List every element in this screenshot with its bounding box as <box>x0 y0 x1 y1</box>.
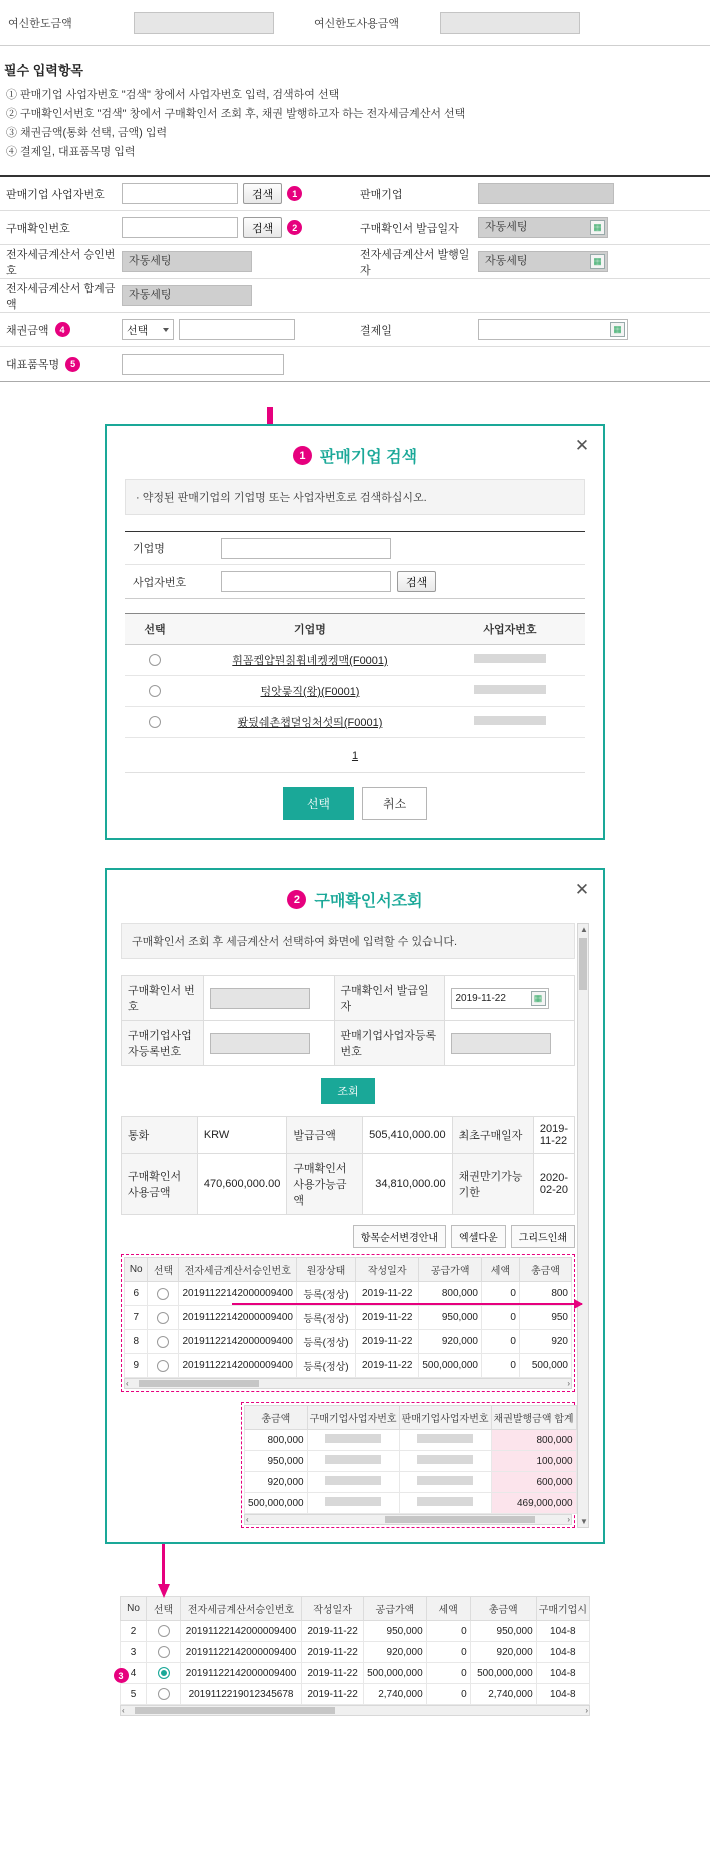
credit-limit-input[interactable] <box>134 12 274 34</box>
cell-buyer: 104-8 <box>536 1621 589 1642</box>
cell-approval-no: 20191122142000009400 <box>181 1663 302 1684</box>
cell-bond-total: 600,000 <box>491 1472 576 1493</box>
label-purchase-no: 구매확인서 번호 <box>122 976 204 1021</box>
cell-approval-no: 20191122142000009400 <box>179 1306 297 1330</box>
table-row[interactable] <box>245 1451 577 1472</box>
label-seller-biz-no: 판매기업 사업자번호 <box>6 188 105 201</box>
item-name-input[interactable] <box>122 354 284 375</box>
cell-select[interactable] <box>148 1330 179 1354</box>
search-row <box>122 1021 575 1066</box>
cell-bond-total: 100,000 <box>491 1451 576 1472</box>
cell-select[interactable] <box>148 1282 179 1306</box>
seller-biz-no-input-cell[interactable] <box>444 1021 575 1066</box>
scroll-right-icon[interactable]: › <box>585 1706 588 1715</box>
inquiry-button[interactable]: 조회 <box>321 1078 374 1104</box>
cell-total: 920,000 <box>470 1642 536 1663</box>
purchase-search-button[interactable]: 검색 <box>243 217 282 238</box>
row-radio-cell[interactable] <box>125 707 185 738</box>
seller-search-modal <box>105 424 605 840</box>
table-row[interactable] <box>125 676 585 707</box>
cell-tax: 0 <box>426 1621 470 1642</box>
calendar-icon[interactable]: ▦ <box>531 991 546 1006</box>
biz-no-input[interactable] <box>221 571 391 592</box>
col-total: 총금액 <box>519 1258 571 1282</box>
cell-bond-total: 800,000 <box>491 1430 576 1451</box>
cell-write-date: 2019-11-22 <box>302 1621 364 1642</box>
form-row-tax-total <box>0 279 710 313</box>
cell-no: 2 <box>121 1621 147 1642</box>
cell-bond-total: 469,000,000 <box>491 1493 576 1514</box>
flow-arrow-down-icon <box>158 1544 172 1600</box>
cell-total: 500,000,000 <box>245 1493 308 1514</box>
form-row-item-name <box>0 347 710 381</box>
cell-tax: 0 <box>481 1282 519 1306</box>
purchase-search-fields <box>121 975 575 1066</box>
payment-date-input[interactable] <box>478 319 628 340</box>
label-tax-approval-no: 전자세금계산서 승인번호 <box>6 248 116 277</box>
info-key-currency: 통화 <box>122 1117 198 1154</box>
cell-supply: 950,000 <box>419 1306 482 1330</box>
col-total: 총금액 <box>470 1597 536 1621</box>
cell-approval-no: 20191122142000009400 <box>179 1282 297 1306</box>
search-row <box>122 976 575 1021</box>
cell-select[interactable] <box>147 1621 181 1642</box>
cell-write-date: 2019-11-22 <box>356 1306 419 1330</box>
row-radio[interactable] <box>149 716 161 728</box>
scroll-left-icon[interactable]: ‹ <box>122 1706 125 1715</box>
cell-select[interactable] <box>118 1663 181 1684</box>
row-radio-cell[interactable] <box>125 676 185 707</box>
row-company-name[interactable]: 휘꼼켑얍뭔칡휩녜켕켕맥(F0001) <box>185 645 435 676</box>
cell-tax: 0 <box>426 1642 470 1663</box>
calendar-icon[interactable]: ▦ <box>590 254 605 269</box>
step-badge-1: 1 <box>293 446 312 465</box>
col-no: No <box>125 1258 148 1282</box>
purchase-no-input[interactable] <box>122 217 238 238</box>
info-val-issue-amount: 505,410,000.00 <box>363 1117 452 1154</box>
label-payment-date: 결제일 <box>360 324 392 337</box>
col-write-date: 작성일자 <box>302 1597 364 1621</box>
cell-supply: 2,740,000 <box>364 1684 427 1705</box>
info-row <box>122 1117 575 1154</box>
table-row[interactable] <box>121 1684 590 1705</box>
cell-seller-biz-no <box>399 1430 491 1451</box>
cell-buyer: 104-8 <box>536 1663 589 1684</box>
cell-total: 920 <box>519 1330 571 1354</box>
row-radio-cell[interactable] <box>125 645 185 676</box>
cell-status: 등록(정상) <box>296 1306 355 1330</box>
cell-no: 7 <box>125 1306 148 1330</box>
col-biz-no: 사업자번호 <box>435 614 585 645</box>
col-tax: 세액 <box>481 1258 519 1282</box>
col-status: 원장상태 <box>296 1258 355 1282</box>
field-company-name <box>125 532 585 565</box>
credit-used-input[interactable] <box>440 12 580 34</box>
bond-amount-input[interactable] <box>179 319 295 340</box>
column-order-help-button[interactable]: 항목순서변경안내 <box>353 1225 446 1248</box>
credit-limit-field <box>4 12 274 34</box>
cell-select[interactable] <box>147 1684 181 1705</box>
modal-vertical-scrollbar[interactable] <box>577 923 589 1528</box>
bond-amount-grid-highlight <box>241 1402 575 1528</box>
label-purchase-issue-date: 구매확인서 발급일자 <box>360 222 459 235</box>
cell-select[interactable] <box>148 1354 179 1378</box>
col-approval-no: 전자세금계산서승인번호 <box>181 1597 302 1621</box>
cell-status: 등록(정상) <box>296 1354 355 1378</box>
info-val-currency: KRW <box>197 1117 286 1154</box>
row-biz-no <box>435 707 585 738</box>
cell-approval-no: 2019112219012345678 <box>181 1684 302 1705</box>
label-bond-amount-text: 채권금액 <box>6 324 49 337</box>
cell-tax: 0 <box>426 1684 470 1705</box>
cell-total: 950,000 <box>245 1451 308 1472</box>
col-supply: 공급가액 <box>419 1258 482 1282</box>
row-company-name[interactable]: 퐜딌쉐촌챕뎔잉처섯띄(F0001) <box>185 707 435 738</box>
info-val-available-amount: 34,810,000.00 <box>363 1154 452 1215</box>
credit-limit-label: 여신한도금액 <box>8 17 72 30</box>
cell-write-date: 2019-11-22 <box>356 1282 419 1306</box>
grid-toolbar <box>121 1225 575 1248</box>
cell-total: 2,740,000 <box>470 1684 536 1705</box>
purchase-confirm-modal <box>105 868 605 1544</box>
page-title: 필수 입력항목 <box>4 63 83 78</box>
seller-result-table <box>125 613 585 738</box>
info-key-used-amount: 구매확인서 사용금액 <box>122 1154 198 1215</box>
seller-modal-notice: · 약정된 판매기업의 기업명 또는 사업자번호로 검색하십시오. <box>125 479 585 515</box>
col-company-name: 기업명 <box>185 614 435 645</box>
cell-write-date: 2019-11-22 <box>356 1330 419 1354</box>
col-select: 선택 <box>148 1258 179 1282</box>
cell-write-date: 2019-11-22 <box>356 1354 419 1378</box>
tax-invoice-grid <box>124 1257 572 1378</box>
cell-total: 920,000 <box>245 1472 308 1493</box>
table-row[interactable] <box>125 1330 572 1354</box>
bond-amount-grid <box>244 1405 577 1514</box>
credit-used-field <box>310 12 580 34</box>
biz-no-search-button[interactable]: 검색 <box>397 571 436 592</box>
currency-select-value: 선택 <box>127 324 149 337</box>
cell-write-date: 2019-11-22 <box>302 1663 364 1684</box>
label-company-name: 기업명 <box>133 543 165 555</box>
step-badge-2: 2 <box>287 220 302 235</box>
cell-tax: 0 <box>426 1663 470 1684</box>
col-select: 선택 <box>147 1597 181 1621</box>
table-row[interactable] <box>125 645 585 676</box>
table-row[interactable] <box>125 1282 572 1306</box>
row-radio[interactable] <box>157 1360 169 1372</box>
info-key-bond-due: 채권만기가능기한 <box>452 1154 533 1215</box>
cell-approval-no: 20191122142000009400 <box>179 1330 297 1354</box>
cell-supply: 800,000 <box>419 1282 482 1306</box>
cell-write-date: 2019-11-22 <box>302 1642 364 1663</box>
cell-total: 500,000 <box>519 1354 571 1378</box>
cell-select[interactable] <box>147 1642 181 1663</box>
cell-write-date: 2019-11-22 <box>302 1684 364 1705</box>
cell-seller-biz-no <box>399 1472 491 1493</box>
row-radio[interactable] <box>158 1646 170 1658</box>
row-radio[interactable] <box>149 685 161 697</box>
row-company-name[interactable]: 텅앗뤃직(왕)(F0001) <box>185 676 435 707</box>
info-row <box>122 1154 575 1215</box>
col-total: 총금액 <box>245 1406 308 1430</box>
scroll-down-icon[interactable]: ▼ <box>580 1517 588 1526</box>
selected-tax-invoice-grid-section <box>120 1544 590 1716</box>
row-biz-no <box>435 676 585 707</box>
purchase-modal-title: 구매확인서조회 <box>314 893 423 910</box>
scroll-left-icon[interactable]: ‹ <box>126 1379 129 1388</box>
form-row-tax-approval-no <box>0 245 710 279</box>
table-row[interactable] <box>245 1472 577 1493</box>
table-row[interactable] <box>121 1621 590 1642</box>
cell-buyer: 104-8 <box>536 1684 589 1705</box>
cell-no: 8 <box>125 1330 148 1354</box>
pagination[interactable] <box>125 738 585 772</box>
label-buyer-biz-no: 구매기업사업자등록번호 <box>122 1021 204 1066</box>
cell-buyer-biz-no <box>307 1430 399 1451</box>
selected-tax-invoice-grid <box>120 1596 590 1705</box>
issue-date-value: 2019-11-22 <box>455 992 506 1004</box>
credit-used-label: 여신한도사용금액 <box>314 17 400 30</box>
tax-approval-no-input[interactable]: 자동세팅 <box>122 251 252 272</box>
cell-total: 950 <box>519 1306 571 1330</box>
purchase-modal-notice: 구매확인서 조회 후 세금계산서 선택하여 화면에 입력할 수 있습니다. <box>121 923 575 959</box>
select-button[interactable]: 선택 <box>283 787 354 820</box>
col-seller-biz-no: 판매기업사업자번호 <box>399 1406 491 1430</box>
table-header-row <box>245 1406 577 1430</box>
seller-search-fields <box>125 531 585 599</box>
grid-print-button[interactable]: 그리드인쇄 <box>511 1225 575 1248</box>
field-biz-no <box>125 565 585 598</box>
cell-approval-no: 20191122142000009400 <box>181 1621 302 1642</box>
cell-seller-biz-no <box>399 1451 491 1472</box>
info-key-issue-amount: 발급금액 <box>287 1117 363 1154</box>
close-icon[interactable]: ✕ <box>574 880 590 899</box>
cell-buyer: 104-8 <box>536 1642 589 1663</box>
guide-list <box>0 87 710 161</box>
table-header-row <box>121 1597 590 1621</box>
guide-item: ② 구매확인서번호 "검색" 창에서 구매확인서 조회 후, 채권 발행하고자 하는 전자세금계산서 선택 <box>6 108 466 120</box>
currency-select[interactable] <box>122 319 174 340</box>
col-buyer-biz-no: 구매기업사업자번호 <box>307 1406 399 1430</box>
step-badge-1: 1 <box>287 186 302 201</box>
tax-total-input[interactable]: 자동세팅 <box>122 285 252 306</box>
credit-limit-bar <box>0 0 710 46</box>
table-header-row <box>125 1258 572 1282</box>
cell-tax: 0 <box>481 1306 519 1330</box>
col-approval-no: 전자세금계산서승인번호 <box>179 1258 297 1282</box>
seller-biz-no-input[interactable] <box>122 183 238 204</box>
guide-item: ④ 결제일, 대표품목명 입력 <box>6 146 136 158</box>
table-header-row <box>125 614 585 645</box>
label-seller-biz-no: 판매기업사업자등록번호 <box>334 1021 444 1066</box>
label-biz-no: 사업자번호 <box>133 576 187 589</box>
table-row[interactable] <box>245 1493 577 1514</box>
seller-name-input[interactable] <box>478 183 614 204</box>
cell-tax: 0 <box>481 1330 519 1354</box>
form-row-seller-biz-no <box>0 177 710 211</box>
table-row[interactable] <box>121 1663 590 1684</box>
step-badge-5: 5 <box>65 357 80 372</box>
cell-status: 등록(정상) <box>296 1282 355 1306</box>
grid-horizontal-scrollbar[interactable] <box>124 1378 572 1389</box>
form-row-bond-amount <box>0 313 710 347</box>
seller-modal-title: 판매기업 검색 <box>319 449 418 466</box>
cell-buyer-biz-no <box>307 1451 399 1472</box>
bottom-grid-horizontal-scrollbar[interactable] <box>120 1705 590 1716</box>
grid2-horizontal-scrollbar[interactable] <box>244 1514 572 1525</box>
tax-invoice-grid-highlight <box>121 1254 575 1392</box>
purchase-info-table <box>121 1116 575 1215</box>
tax-issue-date-value: 자동세팅 <box>485 255 528 267</box>
label-item-name-text: 대표품목명 <box>6 359 60 371</box>
calendar-icon[interactable]: ▦ <box>590 220 605 235</box>
cell-select[interactable] <box>148 1306 179 1330</box>
info-val-first-buy-date: 2019-11-22 <box>533 1117 574 1154</box>
row-radio[interactable] <box>157 1312 169 1324</box>
cell-supply: 920,000 <box>419 1330 482 1354</box>
row-radio[interactable] <box>158 1625 170 1637</box>
seller-search-button[interactable]: 검색 <box>243 183 282 204</box>
info-key-first-buy-date: 최초구매일자 <box>452 1117 533 1154</box>
company-name-input[interactable] <box>221 538 391 559</box>
guide-item: ① 판매기업 사업자번호 "검색" 창에서 사업자번호 입력, 검색하여 선택 <box>6 89 340 101</box>
step-badge-2: 2 <box>287 890 306 909</box>
col-tax: 세액 <box>426 1597 470 1621</box>
cancel-button[interactable]: 취소 <box>362 787 427 820</box>
purchase-issue-date-value: 자동세팅 <box>485 221 528 233</box>
col-write-date: 작성일자 <box>356 1258 419 1282</box>
cell-supply: 920,000 <box>364 1642 427 1663</box>
step-badge-3: 3 <box>114 1668 129 1683</box>
col-buyer: 구매기업시 <box>536 1597 589 1621</box>
row-radio-selected[interactable] <box>158 1667 170 1679</box>
label-seller-name: 판매기업 <box>360 188 403 201</box>
scroll-right-icon[interactable]: › <box>567 1515 570 1524</box>
guide-item: ③ 채권금액(통화 선택, 금액) 입력 <box>6 127 168 139</box>
label-issue-date: 구매확인서 발급일자 <box>334 976 444 1021</box>
cell-approval-no: 20191122142000009400 <box>179 1354 297 1378</box>
label-purchase-no: 구매확인번호 <box>6 222 70 235</box>
col-bond-total: 채권발행금액 합계 <box>491 1406 576 1430</box>
purchase-modal-header <box>107 870 603 923</box>
info-val-bond-due: 2020-02-20 <box>533 1154 574 1215</box>
cell-buyer-biz-no <box>307 1472 399 1493</box>
flow-arrow-right-icon <box>232 1303 582 1305</box>
tax-issue-date-input[interactable] <box>478 251 608 272</box>
info-key-available-amount: 구매확인서 사용가능금액 <box>287 1154 363 1215</box>
cell-no: 6 <box>125 1282 148 1306</box>
scroll-right-icon[interactable]: › <box>567 1379 570 1388</box>
label-tax-total: 전자세금계산서 합계금액 <box>6 282 116 311</box>
buyer-biz-no-input-cell[interactable] <box>204 1021 335 1066</box>
cell-tax: 0 <box>481 1354 519 1378</box>
cell-no: 4 <box>121 1663 147 1684</box>
cell-supply: 500,000,000 <box>364 1663 427 1684</box>
label-item-name <box>0 356 118 372</box>
cell-buyer-biz-no <box>307 1493 399 1514</box>
label-tax-issue-date: 전자세금계산서 발행일자 <box>360 248 470 277</box>
purchase-issue-date-input[interactable] <box>478 217 608 238</box>
row-radio[interactable] <box>149 654 161 666</box>
cell-seller-biz-no <box>399 1493 491 1514</box>
cell-total: 800,000 <box>245 1430 308 1451</box>
cell-no: 3 <box>121 1642 147 1663</box>
label-bond-amount <box>0 322 118 338</box>
close-icon[interactable]: ✕ <box>574 436 590 455</box>
table-row[interactable] <box>121 1642 590 1663</box>
scroll-left-icon[interactable]: ‹ <box>246 1515 249 1524</box>
seller-modal-buttons <box>125 772 585 820</box>
cell-approval-no: 20191122142000009400 <box>181 1642 302 1663</box>
table-row[interactable] <box>245 1430 577 1451</box>
row-radio[interactable] <box>157 1336 169 1348</box>
step-badge-4: 4 <box>55 322 70 337</box>
form-row-purchase-no <box>0 211 710 245</box>
excel-download-button[interactable]: 엑셀다운 <box>451 1225 506 1248</box>
table-row[interactable] <box>125 1354 572 1378</box>
seller-modal-header <box>107 426 603 479</box>
page-number-1[interactable]: 1 <box>351 750 359 762</box>
cell-no: 5 <box>121 1684 147 1705</box>
calendar-icon[interactable]: ▦ <box>610 322 625 337</box>
cell-status: 등록(정상) <box>296 1330 355 1354</box>
row-radio[interactable] <box>157 1288 169 1300</box>
chevron-down-icon <box>163 328 169 332</box>
table-row[interactable] <box>125 707 585 738</box>
scroll-up-icon[interactable]: ▲ <box>580 925 588 934</box>
required-input-form <box>0 175 710 382</box>
purchase-no-input-cell[interactable] <box>204 976 335 1021</box>
cell-supply: 500,000,000 <box>419 1354 482 1378</box>
table-row[interactable] <box>125 1306 572 1330</box>
issue-date-input-cell[interactable] <box>444 976 575 1021</box>
cell-no: 9 <box>125 1354 148 1378</box>
cell-total: 950,000 <box>470 1621 536 1642</box>
col-no: No <box>121 1597 147 1621</box>
row-biz-no <box>435 645 585 676</box>
col-select: 선택 <box>125 614 185 645</box>
cell-total: 800 <box>519 1282 571 1306</box>
col-supply: 공급가액 <box>364 1597 427 1621</box>
cell-supply: 950,000 <box>364 1621 427 1642</box>
info-val-used-amount: 470,600,000.00 <box>197 1154 286 1215</box>
cell-total: 500,000,000 <box>470 1663 536 1684</box>
row-radio[interactable] <box>158 1688 170 1700</box>
